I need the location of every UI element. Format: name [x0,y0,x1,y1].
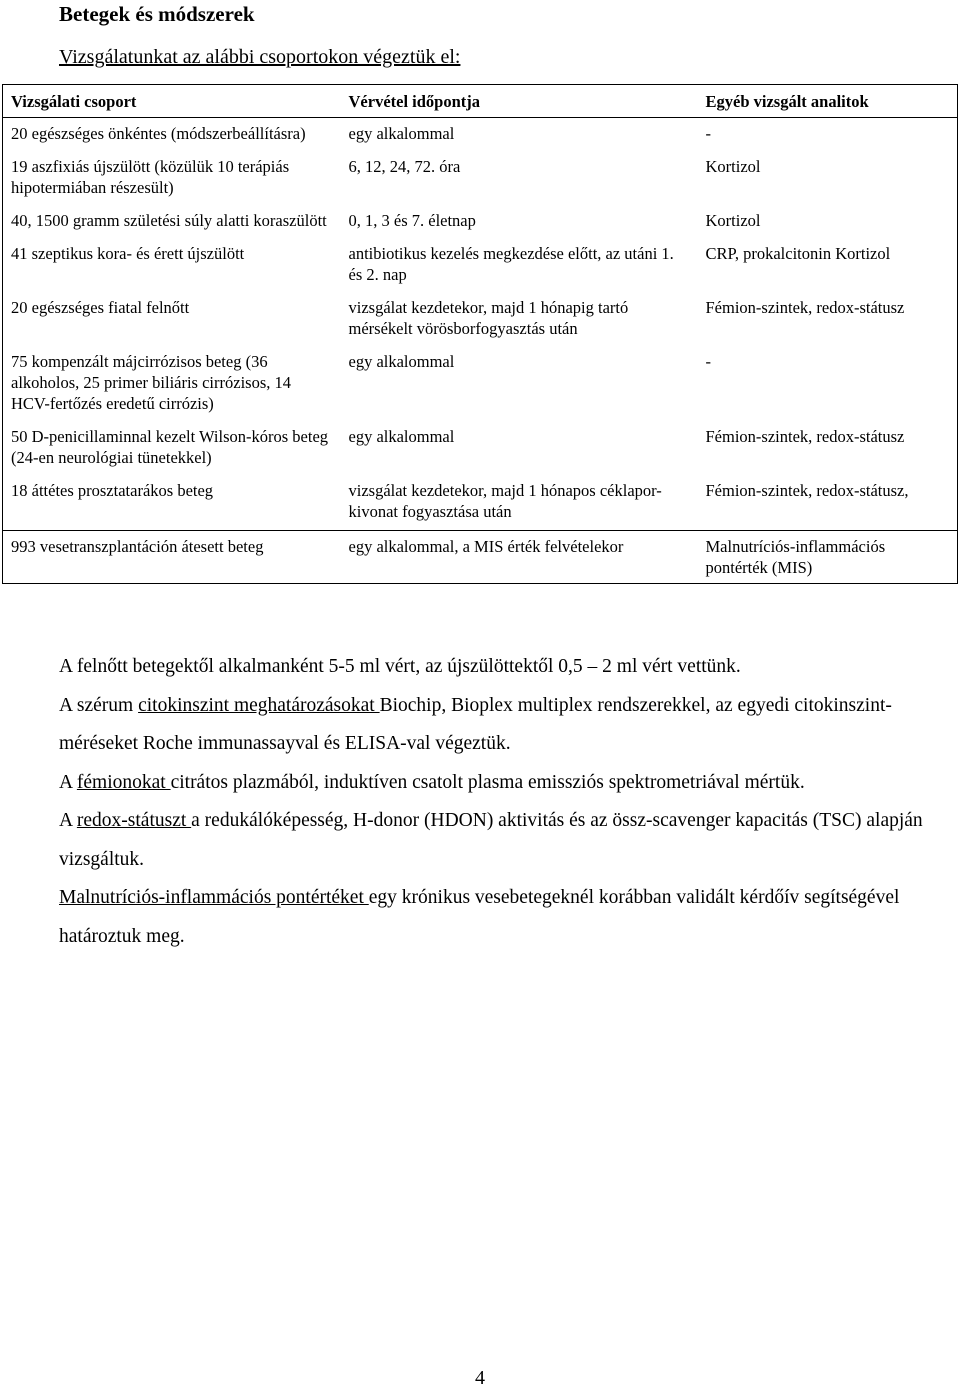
cell-sampling-time: vizsgálat kezdetekor, majd 1 hónapig tartó mérsékelt vörösborfogyasztás után [348,298,629,338]
cell-sampling-time: egy alkalommal, a MIS érték felvételekor [341,531,698,584]
table-row [3,476,958,531]
cell-group: 993 vesetranszplantáción átesett beteg [3,531,341,584]
paragraph-metal-ions [59,764,939,803]
cell-sampling-time: vizsgálat kezdetekor, majd 1 hónapos céklapor-kivonat fogyasztása után [348,481,662,521]
header-sampling-time: Vérvétel időpontja [341,85,698,118]
cell-analytes: - [698,118,958,153]
page-number: 4 [475,1367,485,1389]
cell-group: 41 szeptikus kora- és érett újszülött [3,239,341,293]
table-row [3,152,958,206]
cell-sampling-time: 0, 1, 3 és 7. életnap [348,211,476,230]
paragraph-mis [59,879,939,956]
cytokine-term: citokinszint meghatározásokat [138,694,380,716]
paragraph-redox [59,802,939,879]
cell-sampling-time: antibiotikus kezelés megkezdése előtt, az utáni 1. és 2. nap [348,244,674,284]
cell-analytes: Fémion-szintek, redox-státusz [698,293,958,347]
cell-analytes: CRP, prokalcitonin Kortizol [698,239,958,293]
cell-analytes: - [698,347,958,422]
cell-group: 20 egészséges fiatal felnőtt [3,293,341,347]
text: A [59,810,77,831]
cell-analytes: Kortizol [698,206,958,239]
text: citrátos plazmából, induktíven csatolt plasma emissziós spektrometriával mértük. [170,771,805,793]
text: A [59,771,77,793]
cell-analytes: Malnutríciós-inflammációs pontérték (MIS) [698,531,958,584]
table-row [3,347,958,422]
table-row [3,531,958,584]
cell-group: 50 D-penicillaminnal kezelt Wilson-kóros beteg (24-en neurológiai tünetekkel) [3,422,341,476]
cell-sampling-time: 6, 12, 24, 72. óra [348,157,461,176]
table-row [3,293,958,347]
metal-ions-term: fémionokat [76,771,171,793]
cell-group: 18 áttétes prosztatarákos beteg [3,476,341,531]
paragraph-sampling: A felnőtt betegektől alkalmanként 5-5 ml vért, az újszülöttektől 0,5 – 2 ml vért vettünk. [59,656,741,677]
text: a redukálóképesség, H-donor (HDON) aktivitás és az össz-scavenger kapacitás (TSC) alapján vizsgáltuk. [59,810,923,870]
table-row [3,422,958,476]
cell-group: 40, 1500 gramm születési súly alatti koraszülött [3,206,341,239]
cell-sampling-time: egy alkalommal [348,427,455,446]
mis-term: Malnutríciós-inflammációs pontértéket [59,887,369,908]
cell-analytes: Kortizol [698,152,958,206]
cell-group: 20 egészséges önkéntes (módszerbeállításra) [3,118,341,153]
table-row [3,239,958,293]
cell-sampling-time: egy alkalommal [341,118,698,153]
cell-analytes: Fémion-szintek, redox-státusz, [698,476,958,531]
text: egy krónikus vesebetegeknél korábban validált kérdőív segítségével határoztuk meg. [59,887,900,947]
table-header-row [3,85,958,118]
section-heading: Betegek és módszerek [59,2,255,26]
paragraph-cytokines [59,687,939,764]
header-group: Vizsgálati csoport [3,85,341,118]
table-row [3,206,958,239]
cell-analytes: Fémion-szintek, redox-státusz [698,422,958,476]
cell-group: 19 aszfixiás újszülött (közülük 10 terápiás hipotermiában részesült) [3,152,341,206]
intro-text: Vizsgálatunkat az alábbi csoportokon végeztük el: [59,46,461,68]
study-groups-table [2,84,958,584]
text: Biochip, Bioplex multiplex rendszerekkel, az egyedi citokinszint-méréseket Roche immunassayval és ELISA-val végeztük. [59,694,892,754]
cell-sampling-time: egy alkalommal [348,352,455,371]
methods-body [59,648,939,956]
text: A szérum [59,694,139,716]
header-other-analytes: Egyéb vizsgált analitok [698,85,958,118]
cell-group: 75 kompenzált májcirrózisos beteg (36 alkoholos, 25 primer biliáris cirrózisos, 14 HCV-fertőzés eredetű cirrózis) [3,347,341,422]
redox-term: redox-státuszt [76,810,192,831]
table-row [3,118,958,153]
